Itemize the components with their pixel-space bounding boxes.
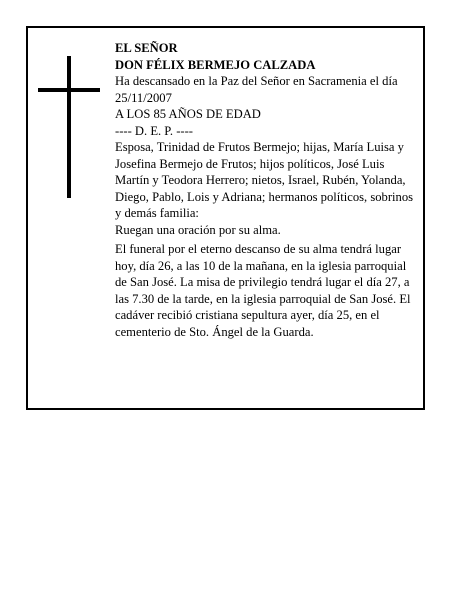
death-statement: Ha descansado en la Paz del Señor en Sacramenia el día 25/11/2007 (115, 74, 398, 105)
obituary-notice (26, 26, 425, 410)
age-line: A LOS 85 AÑOS DE EDAD (115, 107, 261, 121)
deceased-name: DON FÉLIX BERMEJO CALZADA (115, 57, 316, 72)
prayer-request: Ruegan una oración por su alma. (115, 222, 281, 237)
rip-line: ---- D. E. P. ---- (115, 123, 193, 138)
family-list: Esposa, Trinidad de Frutos Bermejo; hijas, María Luisa y Josefina Bermejo de Frutos; hijos políticos, José Luis Martín y Teodora Herrero; nietos, Israel, Rubén, Yolanda, Diego, Pablo, Lois y Adriana; hermanos políticos, sobrinos y demás familia: (115, 140, 414, 220)
cross-icon (38, 56, 100, 198)
honorific: EL SEÑOR (115, 41, 178, 55)
cross-vertical-bar (67, 56, 71, 198)
obituary-text (115, 40, 421, 340)
service-details: El funeral por el eterno descanso de su alma tendrá lugar hoy, día 26, a las 10 de la mañana, en la iglesia parroquial de San José. La misa de privilegio tendrá lugar el día 27, a las 7.30 de la tarde, en la iglesia parroquial de San José. El cadáver recibió cristiana sepultura ayer, día 25, en el cementerio de Sto. Ángel de la Guarda. (115, 242, 411, 339)
cross-horizontal-bar (38, 88, 100, 92)
